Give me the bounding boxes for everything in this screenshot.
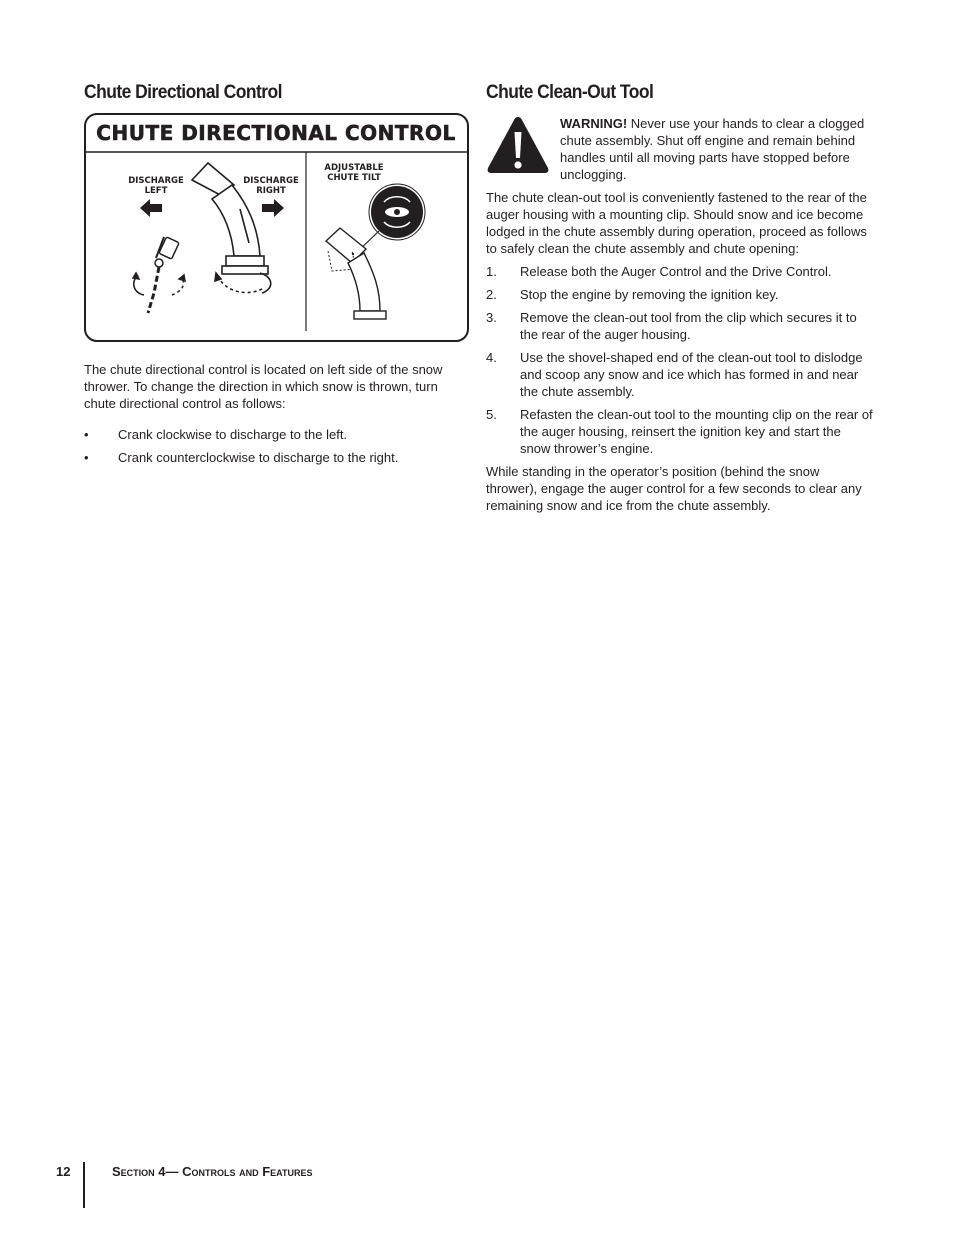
label-discharge-right-line2: RIGHT: [256, 186, 286, 196]
step-number: 1.: [486, 264, 497, 279]
warning-triangle-icon: [486, 115, 550, 175]
left-column: [84, 80, 469, 106]
chute-directional-intro: The chute directional control is located on left side of the snow thrower. To change the direction in which snow is thrown, turn chute directional control as follows:: [84, 362, 443, 411]
list-item: [486, 349, 874, 400]
warning-block: [486, 115, 874, 183]
step-number: 4.: [486, 350, 497, 365]
list-item: [486, 286, 874, 303]
bullet-text: Crank clockwise to discharge to the left.: [118, 427, 348, 442]
figure-title: CHUTE DIRECTIONAL CONTROL: [96, 121, 456, 145]
step-number: 5.: [486, 407, 497, 422]
chute-directional-control-figure: [84, 113, 469, 342]
step-number: 3.: [486, 310, 497, 325]
step-text: Refasten the clean-out tool to the mounting clip on the rear of the auger housing, reinsert the ignition key and start the snow thrower’s engine.: [520, 407, 873, 456]
page-number: 12: [56, 1164, 71, 1179]
steps-list: [486, 263, 874, 457]
footer-divider: [83, 1162, 85, 1208]
step-text: Remove the clean-out tool from the clip which secures it to the rear of the auger housing.: [520, 310, 857, 342]
bullet-list: [84, 426, 459, 466]
step-text: Release both the Auger Control and the Drive Control.: [520, 264, 832, 279]
bullet-marker: •: [84, 450, 89, 465]
label-tilt-line2: CHUTE TILT: [327, 173, 381, 183]
right-body: [486, 189, 874, 514]
bullet-marker: •: [84, 427, 89, 442]
label-discharge-left-line2: LEFT: [144, 186, 168, 196]
warning-body: Never use your hands to clear a clogged chute assembly. Shut off engine and remain behind handles until all moving parts have stopped before unclogging.: [560, 116, 865, 182]
warning-label: WARNING!: [560, 116, 628, 131]
list-item: [84, 426, 459, 443]
label-discharge-right-line1: DISCHARGE: [243, 176, 299, 186]
list-item: [486, 309, 874, 343]
list-item: [486, 263, 874, 280]
left-body: [84, 361, 459, 472]
warning-text: [560, 115, 874, 183]
label-discharge-left-line1: DISCHARGE: [128, 176, 184, 186]
clean-out-closing: While standing in the operator’s position (behind the snow thrower), engage the auger control for a few seconds to clear any remaining snow and ice from the chute assembly.: [486, 464, 862, 513]
clean-out-intro: The chute clean-out tool is conveniently fastened to the rear of the auger housing with a mounting clip. Should snow and ice become lodged in the chute assembly during operation, proceed as follows to safely clean the chute assembly and chute opening:: [486, 190, 867, 256]
right-column: [486, 80, 874, 106]
step-text: Use the shovel-shaped end of the clean-out tool to dislodge and scoop any snow and ice which has formed in and near the chute assembly.: [520, 350, 863, 399]
list-item: [84, 449, 459, 466]
label-tilt-line1: ADJUSTABLE: [324, 163, 384, 173]
heading-chute-directional-control: Chute Directional Control: [84, 82, 282, 103]
list-item: [486, 406, 874, 457]
step-number: 2.: [486, 287, 497, 302]
bullet-text: Crank counterclockwise to discharge to the right.: [118, 450, 399, 465]
step-text: Stop the engine by removing the ignition key.: [520, 287, 779, 302]
heading-chute-clean-out-tool: Chute Clean-Out Tool: [486, 82, 654, 103]
section-title: Section 4— Controls and Features: [112, 1164, 313, 1179]
